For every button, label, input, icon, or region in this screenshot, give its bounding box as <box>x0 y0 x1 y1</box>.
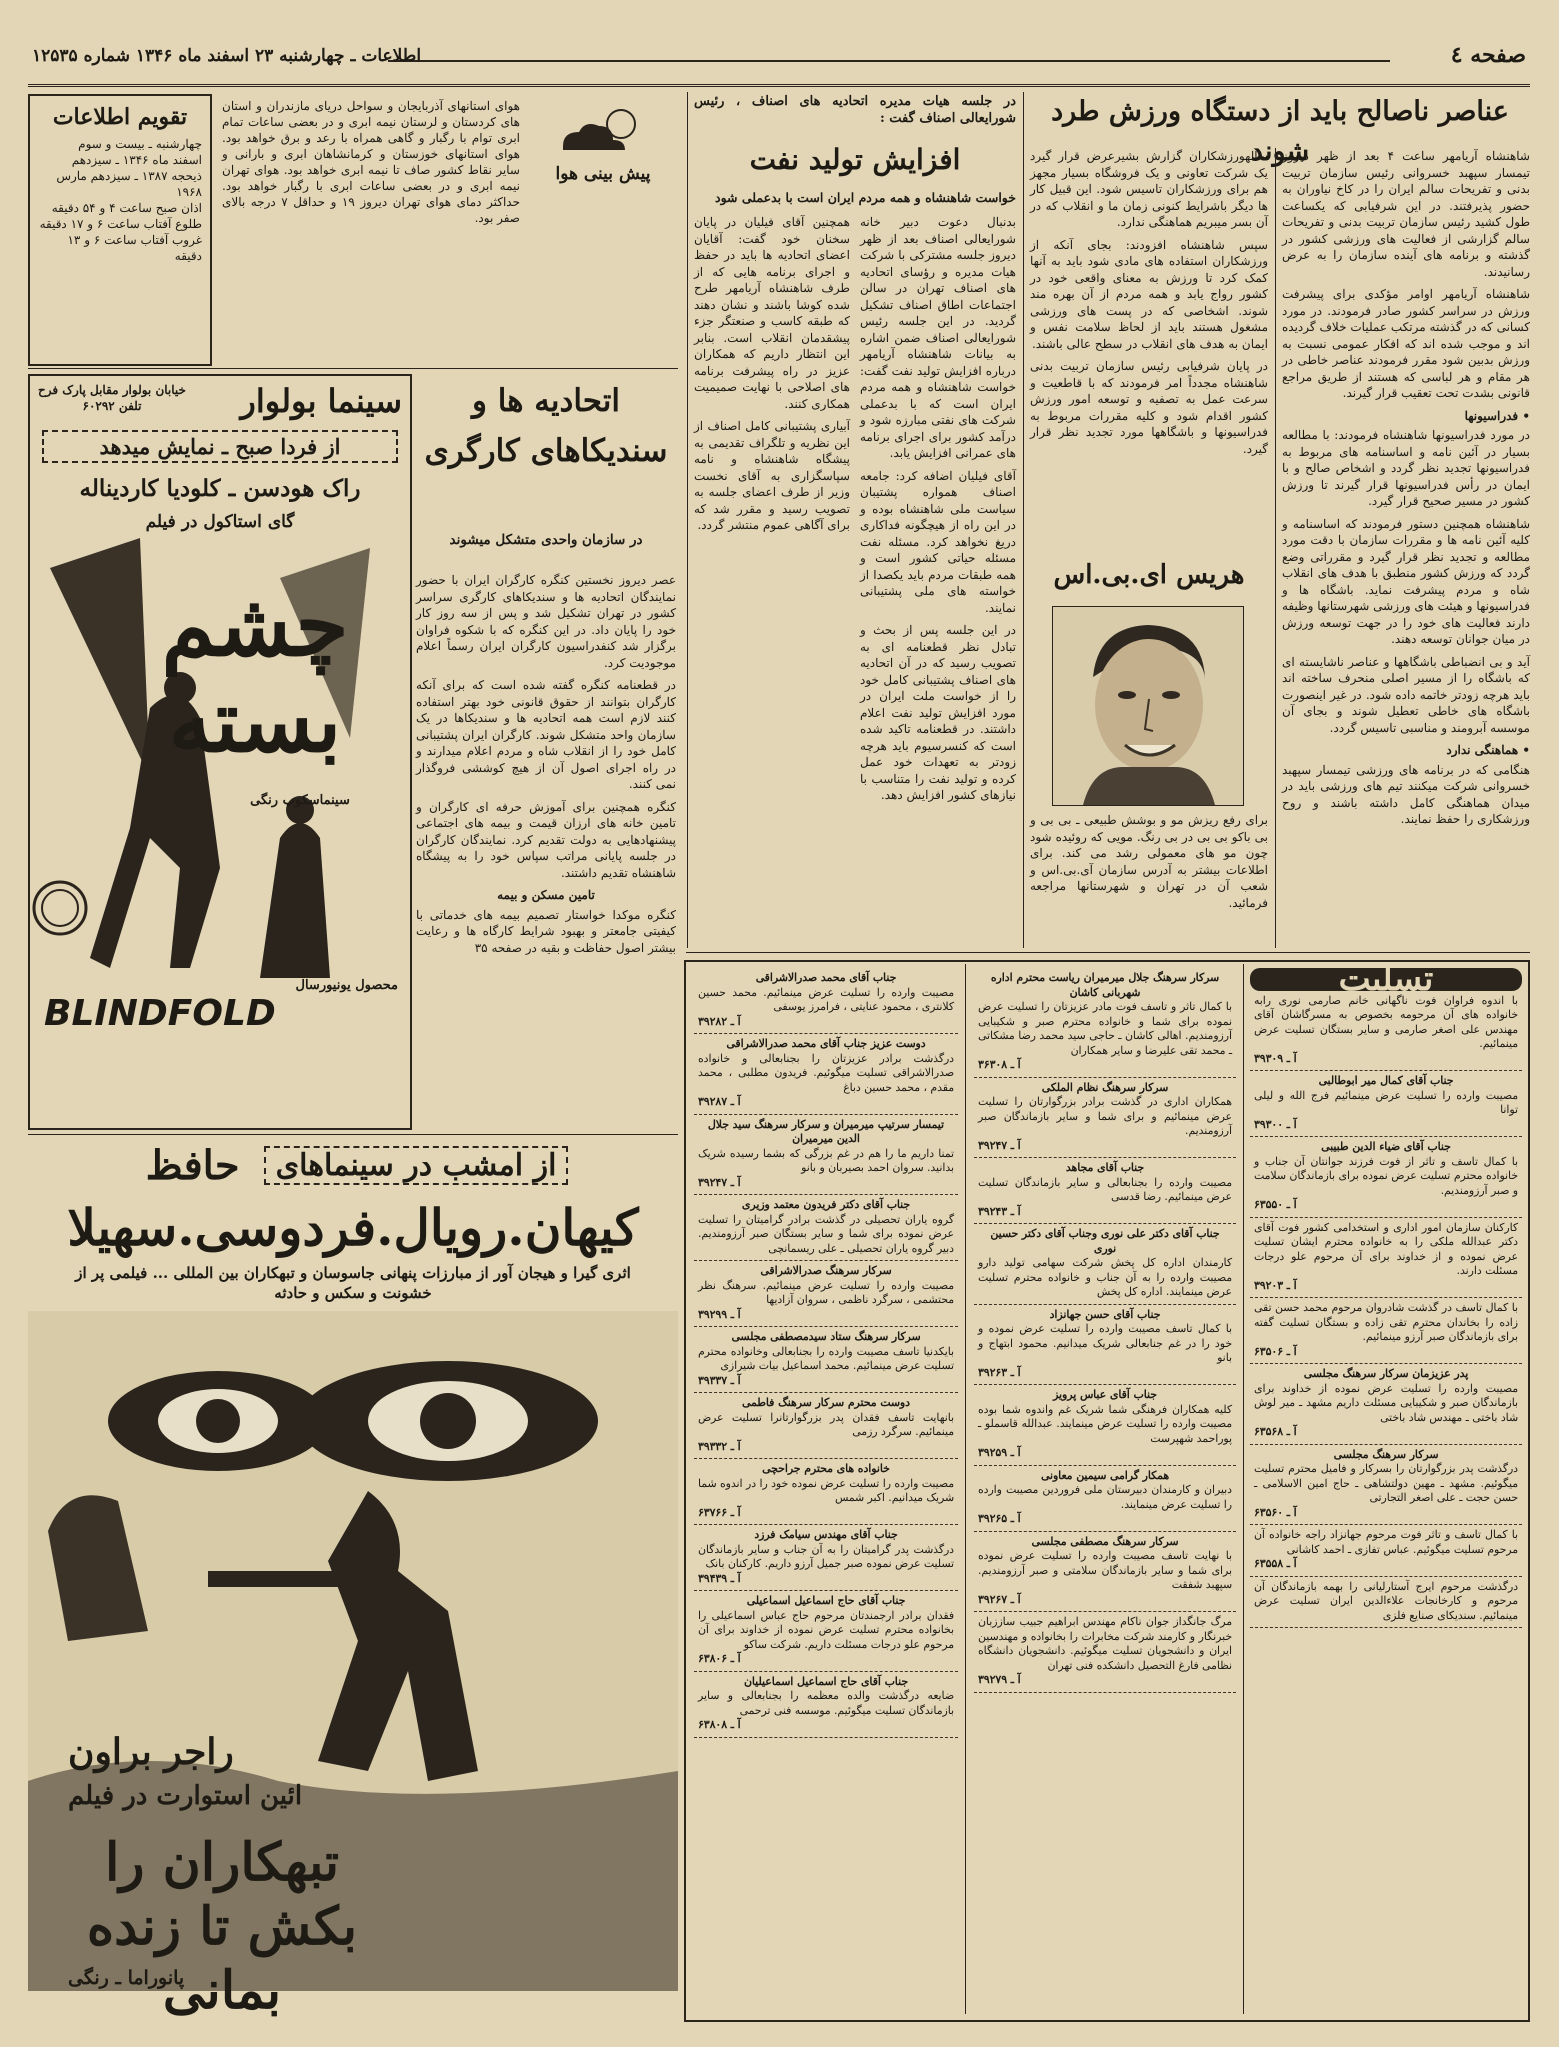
almanac-line: چهارشنبه ـ بیست و سوم <box>78 137 202 151</box>
boulevard-name: سینما بولوار <box>240 382 402 420</box>
announcement-item: جناب آقای حاج اسماعیل اسماعیلی فقدان برادر ارجمندتان مرحوم حاج عباس اسماعیلی را بخانواده محترم تسلیت عرض نموده از خداوند برای آن مرحوم علو درجات مسئلت داریم. شرکت ساکو آ ـ ۶۳۸۰۶ <box>694 1591 958 1672</box>
col4-article <box>416 572 676 1128</box>
ad-hafez <box>28 1142 678 2021</box>
condolence-column <box>1250 959 1522 2012</box>
condolence-item: سرکار سرهنگ مجلسی درگذشت پدر بزرگوارتان را بسرکار و فامیل محترم تسلیت میگوئیم. مشهد ـ مهین دولتشاهی ـ حاج امین الاسلامی ـ حسن حجت ـ علی اصغر التجارتی آ ـ ۶۳۵۶۰ <box>1250 1445 1522 1526</box>
announcement-item: جناب آقای دکتر علی نوری وجناب آقای دکتر حسین نوری کارمندان اداره کل پخش شرکت سهامی تولید دارو مصیبت وارده را به آن جناب و خانواده محترم تسلیت عرض مینمایند. اداره کل پخش <box>974 1224 1236 1305</box>
condolence-item: درگذشت مرحوم ایرج آستارلیانی را بهمه بازماندگان آن مرحوم و کارخانجات علاءالدین ایران تسلیت عرض مینمائیم. سندیکای صنایع فلزی <box>1250 1577 1522 1629</box>
col3-article-b <box>694 214 850 938</box>
header-rule <box>388 60 1390 62</box>
col1-p2: شاهنشاه آریامهر اوامر مؤکدی برای پیشرفت ورزش در سراسر کشور صادر فرمودند. در مورد کسانی که در گذشته مرتکب عملیات خلاف گردیده اند و موجب شده اند که افکار عمومی نسبت به ورزش بدبین شود مقرر فرمودند عناصر خاطی در هر مقام و هر لباسی که هستند از طریق مراجع قانونی بشدت تحت تعقیب قرار گیرند. <box>1282 287 1530 400</box>
condolence-item: پدر عزیزمان سرکار سرهنگ مجلسی مصیبت وارده را تسلیت عرض نموده از خداوند برای بازماندگان صبر و شکیبایی مسئلت داریم مشهد ـ میر لوش شاد باختی ـ مهندس شاد باختی آ ـ ۶۳۵۶۸ <box>1250 1364 1522 1445</box>
condolence-item: با کمال تاسف و تاثر فوت مرحوم جهانزاد راجه خانواده آن مرحوم تسلیت میگوئیم. عباس تفازی ـ احمد کاشانی آ ـ ۶۳۵۵۸ <box>1250 1525 1522 1577</box>
divider-col1 <box>1275 148 1276 948</box>
announcement-item: تیمسار سرتیپ میرمیران و سرکار سرهنگ سید جلال الدین میرمیران تمنا داریم ما را هم در غم بزرگی که بشما رسیده شریک بدانید. سروان احمد بصیربان و بانو آ ـ ۳۹۲۴۷ <box>694 1115 958 1196</box>
col2-p1: سالهورزشکاران گزارش بشیرعرض قرار گیرد یک شرکت تعاونی و یک فروشگاه بسیار مجهز هم برای ورزشکاران تاسیس شود. این قبیل کار ها دیگر باشرایط کنونی زمان ما و انقلاب که در آن بسر میبریم هماهنگی ندارد. <box>1030 149 1268 229</box>
almanac-title: تقویم اطلاعات <box>52 104 188 130</box>
sun-cloud-icon <box>543 100 663 160</box>
announcement-item: خانواده های محترم جراحچی مصیبت وارده را تسلیت عرض نموده خود را در اندوه شما شریک میدانیم. اکبر شمس آ ـ ۶۳۷۶۶ <box>694 1459 958 1525</box>
col1-p3: در مورد فدراسیونها شاهنشاه فرمودند: با مطالعه بسیار در آئین نامه و اساسنامه های مربوط به فدراسیونها تجدید نظر گردد و اشخاص صالح و با ایمان در رأس فدراسیونها قرار گیرند تا ورزش کشور در مسیر صحیح قرار گیرد. <box>1282 428 1530 508</box>
announcement-item: دوست محترم سرکار سرهنگ فاطمی بانهایت تاسف فقدان پدر بزرگوارتانرا تسلیت عرض مینمائیم. سرگرد رزمی آ ـ ۳۹۳۳۲ <box>694 1393 958 1459</box>
announcement-item: جناب آقای عباس پرویز کلیه همکاران فرهنگی شما شریک غم واندوه شما بوده مصیبت وارده را تسلیت عرض مینمایند. عبدالله قاسملو ـ پوراحمد شهپرست آ ـ ۳۹۲۵۹ <box>974 1385 1236 1466</box>
col1-sub1: • فدراسیونها <box>1464 408 1530 423</box>
col1-p4: شاهنشاه همچنین دستور فرمودند که اساسنامه و کلیه آئین نامه ها و مقررات سازمان با دقت مورد مطالعه و تجدید نظر قرار گیرد و مقرراتی وضع گردد که ورزش کشور منطبق با هدف های انقلاب شاه و مردم پیشرفت نماید. باشگاه ها و فدراسیونها و هیئت های ورزشی شهرستانها وظیفه دارند فعالیت های خود را در جهت توسعه ورزش در میان جوانان توسعه دهند. <box>1282 516 1530 646</box>
boulevard-stars: راک هودسن ـ کلودیا کاردیناله <box>79 475 361 502</box>
boulevard-studio: محصول یونیورسال <box>295 978 398 993</box>
portrait-illustration <box>1053 607 1243 805</box>
announcements-mid <box>974 968 1236 2012</box>
col3-p3: در این جلسه پس از بحث و تبادل نظر قطعنامه ای به تصویب رسید که در آن اتحادیه های اصناف پشتیبانی کامل خود را از خواست ملت ایران در مورد افزایش تولید نفت اعلام داشتند. در قطعنامه تاکید شده است که کنسرسیوم باید هرچه زودتر به تعهدات خود عمل کرده و تولید نفت را متناسب با نیازهای کشور افزایش دهد. <box>860 623 1016 802</box>
paper-info: اطلاعات ـ چهارشنبه ۲۳ اسفند ماه ۱۳۴۶ شماره ۱۲۵۳۵ <box>32 46 422 66</box>
col3-headline: افزایش تولید نفت <box>749 143 961 176</box>
col3-p5: آبیاری پشتیبانی کامل اصناف از این نظریه و تلگراف تقدیمی به پیشگاه شاهنشاه و نامه سپاسگزاری به آقای نخست وزیر از طرف اعضای جلسه به تصویب رسید و مقرر شد که برای آگاهی عموم منتشر گردد. <box>694 419 850 532</box>
col4-p2: در قطعنامه کنگره گفته شده است که برای آنکه کارگران بتوانند از حقوق قانونی خود بهتر استفاده کنند لازم است همه اتحادیه ها و سندیکاها در یک سازمان واحد متشکل شوند. کارگران ایران پشتیبانی کامل خود را از انقلاب شاه و مردم اعلام میدارند و در راه اجرای اصول آن از هیچ کوششی فروگذار نمی کنند. <box>416 678 676 791</box>
col3-p4: همچنین آقای فیلیان در پایان سخنان خود گفت: آقایان اعضای اتحادیه ها باید در حفظ و اجرای برنامه هایی که از طرف شاهنشاه آریامهر طرح شده کوشا باشند و نشان دهند که طبقه کاسب و صنعتگر جزء پیشقدمان انقلاب است. بنابر این انتظار داریم که همکاران عزیز در راه پیشرفت برنامه های اصلاحی با نهایت صمیمیت همکاری کنند. <box>694 215 850 411</box>
page-header <box>28 38 1530 87</box>
col1-headline: عناصر ناصالح باید از دستگاه ورزش طرد شوند <box>1051 96 1509 167</box>
ad-boulevard <box>28 374 412 1130</box>
announcement-item: جناب آقای مجاهد مصیبت وارده را بجنابعالی و سایر بازماندگان تسلیت عرض مینمائیم. رضا قدسی آ ـ ۳۹۲۴۳ <box>974 1158 1236 1224</box>
weather-badge <box>528 94 678 362</box>
announcement-item: سرکار سرهنگ جلال میرمیران ریاست محترم اداره شهربانی کاشان با کمال تاثر و تاسف فوت مادر عزیزتان را تسلیت عرض نموده برای شما و خانواده محترم صبر و شکیبایی آرزومندیم. اهالی کاشان ـ حاجی سید محمد رضا مشکاتی ـ محمد تقی علیرضا و سایر همکاران آ ـ ۳۶۳۰۸ <box>974 968 1236 1078</box>
hafez-poster <box>28 1311 678 2021</box>
boulevard-title: چشم بسته <box>161 575 349 772</box>
divider-ann-2 <box>965 964 966 2014</box>
col3-p1: بدنبال دعوت دبیر خانه شورایعالی اصناف بعد از ظهر دیروز جلسه مشترکی با شرکت هیات مدیره و رؤسای اتحادیه های اصناف تهران در سالن اجتماعات اطاق اصناف تشکیل گردید. در این جلسه رئیس شورایعالی اصناف ضمن اشاره به بیانات شاهنشاه آریامهر درباره افزایش تولید نفت گفت: خواست شاهنشاه و همه مردم ایران است که با بدعملی شرکت های نفتی مبارزه شود و درآمد کشور برای اجرای برنامه های عمرانی افزایش یابد. <box>860 215 1016 460</box>
col2-article <box>1030 148 1268 550</box>
hafez-color: پانوراما ـ رنگی <box>68 1967 185 1989</box>
divider-ann-1 <box>1243 964 1244 2014</box>
divider-col2 <box>1023 92 1024 948</box>
almanac-line: اذان صبح ساعت ۴ و ۵۴ دقیقه <box>51 201 202 215</box>
hafez-title: تبهکاران را بکش تا زنده بمانی <box>86 1832 358 2021</box>
col1-p6: هنگامی که در برنامه های ورزشی تیمسار سپهبد خسروانی شرکت میکنند تیم های ورزشی باید در میدان هماهنگی کامل داشته باشند و روح ورزشکاری را حفظ نمایند. <box>1282 762 1530 826</box>
announcement-item: سرکار سرهنگ نظام الملکی همکاران اداری در گذشت برادر بزرگوارتان را تسلیت عرض مینمائیم و برای شما و سایر بازماندگان صبر آرزومندیم. آ ـ ۳۹۲۴۷ <box>974 1078 1236 1159</box>
col4-deck: در سازمان واحدی متشکل میشوند <box>449 532 643 548</box>
boulevard-address: خیابان بولوار مقابل پارک فرح <box>38 383 186 397</box>
announcement-item: جناب آقای حاج اسماعیل اسماعیلیان ضایعه درگذشت والده معظمه را بجنابعالی و سایر بازماندگان تسلیت میگوئیم. موسسه فنی ترحمی آ ـ ۶۳۸۰۸ <box>694 1672 958 1738</box>
almanac-box <box>28 94 212 366</box>
col4-p3: کنگره همچنین برای آموزش حرفه ای کارگران و تامین خانه های ارزان قیمت و بیمه های اجتماعی پیشنهادهایی به دولت تقدیم کرد. نمایندگان کارگران در جلسه پایانی مراتب سپاس خود را به پیشگاه شاهنشاه تقدیم داشتند. <box>416 799 676 880</box>
hafez-cinemas: کیهان.رویال.فردوسی.سهیلا <box>67 1198 639 1257</box>
condolence-item: با اندوه فراوان فوت ناگهانی خانم صارمی نوری رابه خانواده های آن مرحومه بخصوص به مسرگاشان آقای مهندس علی اصغر صارمی و سایر بستگان تسلیت عرض مینمائیم. آ ـ ۳۹۳۰۹ <box>1250 991 1522 1072</box>
col2-p2: سپس شاهنشاه افزودند: بجای آنکه از ورزشکاران استفاده های مادی شود باید به آنها کمک کرد تا ورزش به معنای واقعی خود در کشور رواج یابد و همه مردم از آن بهره مند شوند. اشخاصی که در پست های ورزشی مشغول هستند باید از لحاظ سلامت نفس و ایمان به هدف های انقلاب در سطح عالی باشند. <box>1030 237 1268 351</box>
col4-p1: عصر دیروز نخستین کنگره کارگران ایران با حضور نمایندگان اتحادیه ها و سندیکاهای کارگری سراسر کشور در تهران تشکیل شد و پس از سه روز کار خود را پایان داد. در این کنگره که با شکوه فراوان برگزار شد کنفدراسیون کارگران ایران رسماً اعلام موجودیت کرد. <box>416 573 676 670</box>
announcement-item: سرکار سرهنگ مصطفی مجلسی با نهایت تاسف مصیبت وارده را تسلیت عرض نموده برای شما و سایر بازماندگان سلامتی و صبر آرزومندیم. سپهبد شفقت آ ـ ۳۹۲۶۷ <box>974 1532 1236 1613</box>
boulevard-poster <box>30 538 410 978</box>
person-photo <box>1052 606 1244 806</box>
newspaper-page <box>28 38 1530 2023</box>
condolence-item: جناب آقای کمال میر ابوطالبی مصیبت وارده را تسلیت عرض مینمائیم فرج الله و لیلی توانا آ ـ ۳۹۳۰۰ <box>1250 1071 1522 1137</box>
boulevard-title-en: BLINDFOLD <box>44 993 276 1034</box>
announcement-item: سرکار سرهنگ صدرالاشراقی مصیبت وارده را تسلیت عرض مینمائیم. سرهنگ نظر محتشمی ، سرگرد ناظمی ، سروان آزادیها آ ـ ۳۹۲۹۹ <box>694 1261 958 1327</box>
rule-announcements <box>686 952 1530 953</box>
boulevard-director: گای استاکول در فیلم <box>145 512 295 532</box>
col2-p3: در پایان شرفیابی رئیس سازمان تربیت بدنی شاهنشاه مجدداً امر فرمودند که با قاطعیت و سرعت عمل به تصفیه و توسعه امور ورزش کشور اقدام شود و کلیه مقررات مربوط به فدراسیونها و باشگاهها مورد تجدید نظر قرار گیرد. <box>1030 359 1268 456</box>
announcement-item: جناب آقای مهندس سیامک فرزد درگذشت پدر گرامیتان را به آن جناب و سایر بازماندگان تسلیت عرض نموده صبر جمیل آرزو داریم. کارکنان بانک آ ـ ۳۹۴۳۹ <box>694 1525 958 1591</box>
announcement-item: جناب آقای دکتر فریدون معتمد وزیری گروه یاران تحصیلی در گذشت برادر گرامیتان را تسلیت عرض نموده برای شما و سایر بستگان صبر آرزومندیم. دبیر گروه یاران تحصیلی ـ علی ریسمانچی <box>694 1195 958 1261</box>
announcement-item: جناب آقای حسن جهانزاد با کمال تاسف مصیبت وارده را تسلیت عرض نموده و خود را در غم جنابعالی شریک میدانیم. محمود ابتهاج و بانو آ ـ ۳۹۲۶۳ <box>974 1305 1236 1386</box>
hafez-tagline: اثری گیرا و هیجان آور از مبارزات پنهانی جاسوسان و تبهکاران بین المللی ... فیلمی پر از خشونت و سکس و حادثه <box>75 1264 631 1302</box>
announcements-left <box>694 968 958 2012</box>
hafez-stars: راجر براون <box>68 1731 234 1773</box>
rule-almanac <box>28 368 678 369</box>
col4-headline: اتحادیه ها و سندیکاهای کارگری <box>424 383 668 469</box>
announcement-item: جناب آقای محمد صدرالاشراقی مصیبت وارده را تسلیت عرض مینمائیم. محمد حسین کلانتری ، محمود عنایتی ، فرامرز یوسفی آ ـ ۳۹۲۸۲ <box>694 968 958 1034</box>
col3-article-a <box>860 214 1016 938</box>
announcement-item: سرکار سرهنگ ستاد سیدمصطفی مجلسی بایکدنیا تاسف مصیبت وارده را بجنابعالی وخانواده محترم تسلیت عرض مینمائیم. محمد اسماعیل بیات شیرازی آ ـ ۳۹۳۳۷ <box>694 1327 958 1393</box>
divider-col3 <box>687 92 688 948</box>
condolence-item: کارکنان سازمان امور اداری و استخدامی کشور فوت آقای دکتر عبدالله ملکی را به خانواده محترم ایشان تسلیت عرض نموده و از خداوند برای آن مرحوم علو درجات مسئلت دارند. آ ـ ۳۹۲۰۳ <box>1250 1218 1522 1299</box>
col1-article <box>1282 148 1530 948</box>
almanac-line: ۱۹۶۸ <box>176 185 202 199</box>
condolence-item: جناب آقای ضیاء الدین طبیبی با کمال تاسف و تاثر از فوت فرزند جوانتان آن جناب و خانواده محترم تسلیت عرض نموده برای بازماندگان سلامت و صبر آرزومندیم. آ ـ ۶۳۵۵۰ <box>1250 1137 1522 1218</box>
col3-p2: آقای فیلیان اضافه کرد: جامعه اصناف همواره پشتیبان سیاست ملی شاهنشاه بوده و در این راه از هیچگونه فداکاری دریغ نخواهد کرد. مسئله نفت مسئله حیاتی کشور است و همه طبقات مردم باید یکصدا از خواسته های ملی پشتیبانی نمایند. <box>860 468 1016 615</box>
announcement-item: مرگ جانگداز جوان ناکام مهندس ابراهیم جبیب ساززبان خبرنگار و کارمند شرکت مخابرات را بخانواده و مهندسین ایران و دانشجویان تسلیت میگوئیم. دانشجویان دانشگاه نظامی فارغ التحصیل دانشکده فنی تهران آ ـ ۳۹۲۷۹ <box>974 1612 1236 1693</box>
boulevard-phone: تلفن ۶۰۲۹۲ <box>82 399 142 413</box>
rule-mid-left <box>28 1134 678 1135</box>
condolence-item: با کمال تاسف در گذشت شادروان مرحوم محمد حسن تقی زاده را بخاندان محترم تقی زاده و بستگان تسلیت گفته برای بازماندگان صبر آرزو مینمائیم. آ ـ ۶۳۵۰۶ <box>1250 1298 1522 1364</box>
condolence-title: تسلیت <box>1250 968 1522 991</box>
photo-caption: هریس ای.بی.اس <box>1053 560 1245 590</box>
col1-p1: شاهنشاه آریامهر ساعت ۴ بعد از ظهر دیروز تیمسار سپهبد خسروانی رئیس سازمان تربیت بدنی و تفریحات سالم ایران را در کاخ نیاوران به حضور پذیرفتند. در این شرفیابی که یکساعت طول کشید رئیس سازمان تربیت بدنی و تفریحات سالم گزارشی از فعالیت های ورزشی کشور در گذشته و برنامه های آینده سازمان را به عرض رسانیدند. <box>1282 149 1530 279</box>
hafez-co: ائین استوارت در فیلم <box>68 1781 303 1811</box>
hafez-cinema: حافظ <box>145 1142 240 1189</box>
col3-deck: خواست شاهنشاه و همه مردم ایران است با بدعملی شود <box>715 190 1016 205</box>
weather-text: هوای استانهای آذربایجان و سواحل دریای مازندران و استان های کردستان و لرستان نیمه ابری و در بعضی ساعات تمام ابری توام با رگبار و گاهی همراه با رعد و برق خواهد بود. هوای استانهای خوزستان و کرمانشاهان ابری و بارانی و سایر نقاط کشور صاف تا نیمه ابری خواهد بود. هوای تهران نیمه ابری و در بعضی ساعات ابری با رگبار خواهد بود. حداکثر دمای هوای تهران دیروز ۱۹ و حداقل ۷ درجه بالای صفر بود. <box>222 99 520 225</box>
almanac-line: غروب آفتاب ساعت ۶ و ۱۳ دقیقه <box>67 233 202 263</box>
photo-text: برای رفع ریزش مو و بوشش طبیعی ـ بی بی و بی باکو بی بی در بی رنگ. مویی که روئیده شود چون مو های معمولی رشد می کند. برای اطلاعات بیشتر به آدرس سازمان آی.بی.اس و شعب آن در تهران و شهرستانها مراجعه فرمائید. <box>1030 813 1268 910</box>
announcement-item: همکار گرامی سیمین معاونی دبیران و کارمندان دبیرستان ملی فروردین مصیبت وارده را تسلیت عرض مینمایند. آ ـ ۳۹۲۶۵ <box>974 1466 1236 1532</box>
col1-sub2: • هماهنگی ندارد <box>1446 743 1530 757</box>
almanac-line: ذیحجه ۱۳۸۷ ـ سیزدهم مارس <box>56 169 202 183</box>
weather-title: پیش بینی هوا <box>555 164 651 184</box>
announcement-item: دوست عزیز جناب آقای محمد صدرالاشراقی درگذشت برادر عزیزتان را بجنابعالی و خانواده صدرالاشراقی تسلیت میگوئیم. فریدون مطلبی ، محمد مقدم ، محمد حسین دباغ آ ـ ۳۹۲۸۷ <box>694 1034 958 1115</box>
page-label: صفحه ٤ <box>1450 42 1526 68</box>
col1-p5: آید و بی انضباطی باشگاهها و عناصر ناشایسته ای که باشگاه را از مسیر اصلی منحرف ساخته اند باید هرچه زودتر خاتمه داده شود. در غیر اینصورت باشگاه های خاطی تعطیل شوند و بجای آن موسسه آبرومند و مناسبی تاسیس گردد. <box>1282 654 1530 735</box>
col4-p4: کنگره موکدا خواستار تصمیم بیمه های خدماتی با کیفیتی جامعتر و بهبود شرایط کارگاه ها و رعایت بیشتر اصول حفاظت و بقیه در صفحه ۳۵ <box>416 907 676 955</box>
boulevard-banner: از فردا صبح ـ نمایش میدهد <box>42 430 398 463</box>
almanac-line: طلوع آفتاب ساعت ۶ و ۱۷ دقیقه <box>39 217 202 231</box>
weather-box <box>214 94 678 362</box>
almanac-line: اسفند ماه ۱۳۴۶ ـ سیزدهم <box>71 153 202 167</box>
hafez-banner: از امشب در سینماهای <box>264 1146 569 1185</box>
boulevard-color: سینماسکوپ رنگی <box>250 793 350 808</box>
col3-kicker: در جلسه هیات مدیره اتحادیه های اصناف ، رئیس شورایعالی اصناف گفت : <box>694 94 1016 126</box>
col4-sub1: تامین مسکن و بیمه <box>497 888 595 902</box>
